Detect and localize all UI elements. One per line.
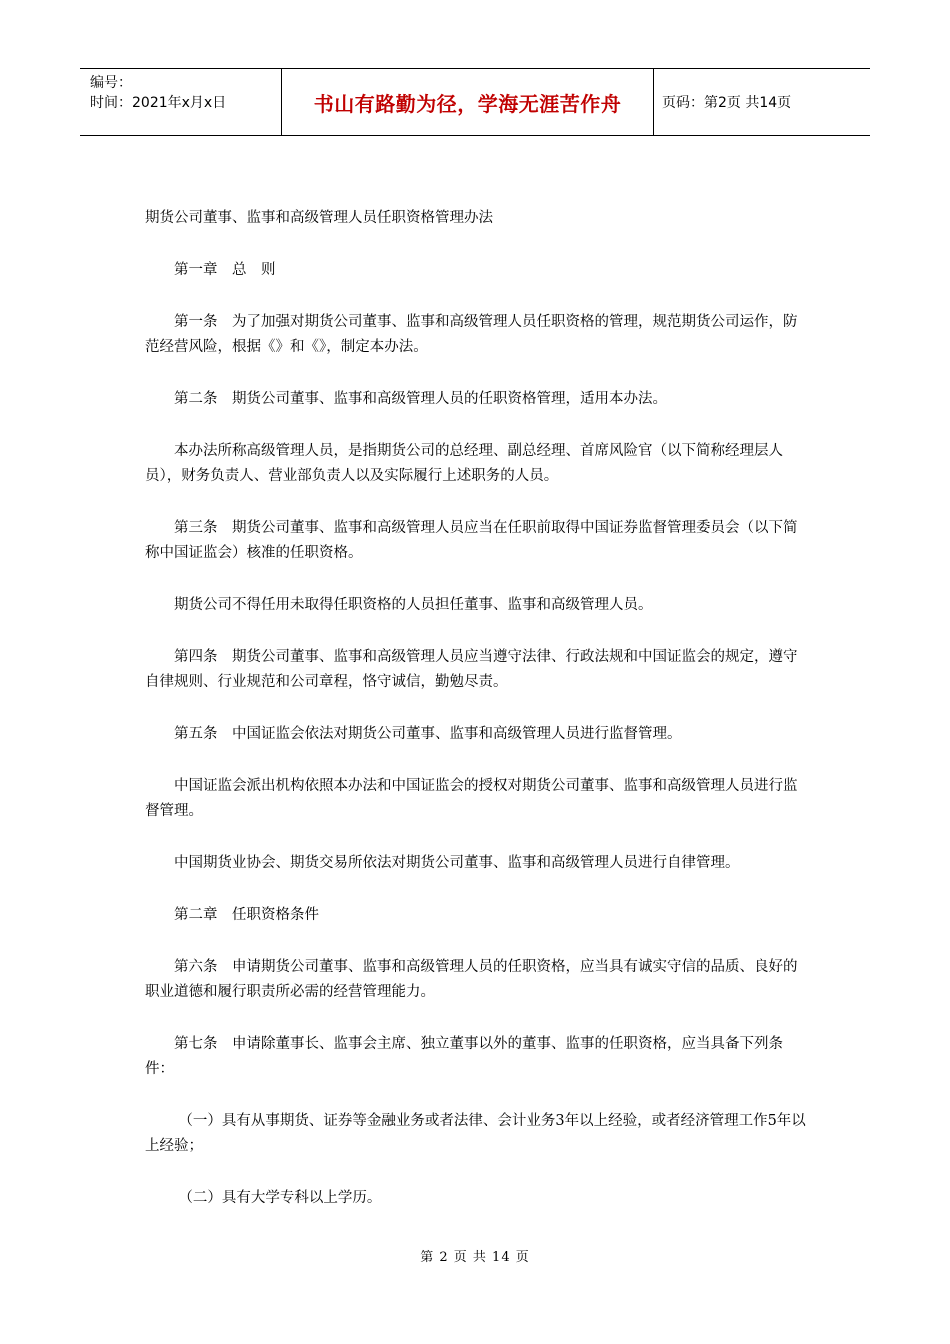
document-body — [145, 206, 810, 1238]
list-item: （二）具有大学专科以上学历。 — [178, 1190, 382, 1206]
header-page-number: 页码：第2页 共14页 — [662, 95, 792, 111]
document-title: 期货公司董事、监事和高级管理人员任职资格管理办法 — [145, 210, 493, 226]
header-motto: 书山有路勤为径，学海无涯苦作舟 — [282, 69, 654, 135]
article-paragraph: 期货公司不得任用未取得任职资格的人员担任董事、监事和高级管理人员。 — [174, 597, 653, 613]
article-paragraph: 第七条 申请除董事长、监事会主席、独立董事以外的董事、监事的任职资格，应当具备下列条件： — [145, 1036, 783, 1077]
header-info-cell — [80, 69, 282, 135]
article-paragraph: 第六条 申请期货公司董事、监事和高级管理人员的任职资格，应当具有诚实守信的品质、良好的职业道德和履行职责所必需的经营管理能力。 — [145, 959, 798, 1000]
article-paragraph: 第四条 期货公司董事、监事和高级管理人员应当遵守法律、行政法规和中国证监会的规定，遵守自律规则、行业规范和公司章程，恪守诚信，勤勉尽责。 — [145, 649, 798, 690]
page-footer: 第 2 页 共 14 页 — [420, 1250, 530, 1265]
article-paragraph: 第一条 为了加强对期货公司董事、监事和高级管理人员任职资格的管理，规范期货公司运作，防范经营风险，根据《》和《》，制定本办法。 — [145, 314, 798, 355]
article-paragraph: 第五条 中国证监会依法对期货公司董事、监事和高级管理人员进行监督管理。 — [174, 726, 682, 742]
article-paragraph: 中国证监会派出机构依照本办法和中国证监会的授权对期货公司董事、监事和高级管理人员进行监督管理。 — [145, 778, 798, 819]
document-date-label: 时间：2021年x月x日 — [90, 95, 227, 111]
list-item: （一）具有从事期货、证券等金融业务或者法律、会计业务3年以上经验，或者经济管理工作5年以上经验； — [145, 1113, 806, 1154]
article-paragraph: 本办法所称高级管理人员，是指期货公司的总经理、副总经理、首席风险官（以下简称经理层人员），财务负责人、营业部负责人以及实际履行上述职务的人员。 — [145, 443, 783, 484]
article-paragraph: 第二条 期货公司董事、监事和高级管理人员的任职资格管理，适用本办法。 — [174, 391, 667, 407]
article-paragraph: 中国期货业协会、期货交易所依法对期货公司董事、监事和高级管理人员进行自律管理。 — [174, 855, 740, 871]
article-paragraph: 第三条 期货公司董事、监事和高级管理人员应当在任职前取得中国证券监督管理委员会（以下简称中国证监会）核准的任职资格。 — [145, 520, 798, 561]
chapter-heading: 第一章 总 则 — [174, 262, 276, 278]
chapter-heading: 第二章 任职资格条件 — [174, 907, 319, 923]
page-header — [80, 68, 870, 136]
document-number-label: 编号： — [90, 75, 132, 91]
